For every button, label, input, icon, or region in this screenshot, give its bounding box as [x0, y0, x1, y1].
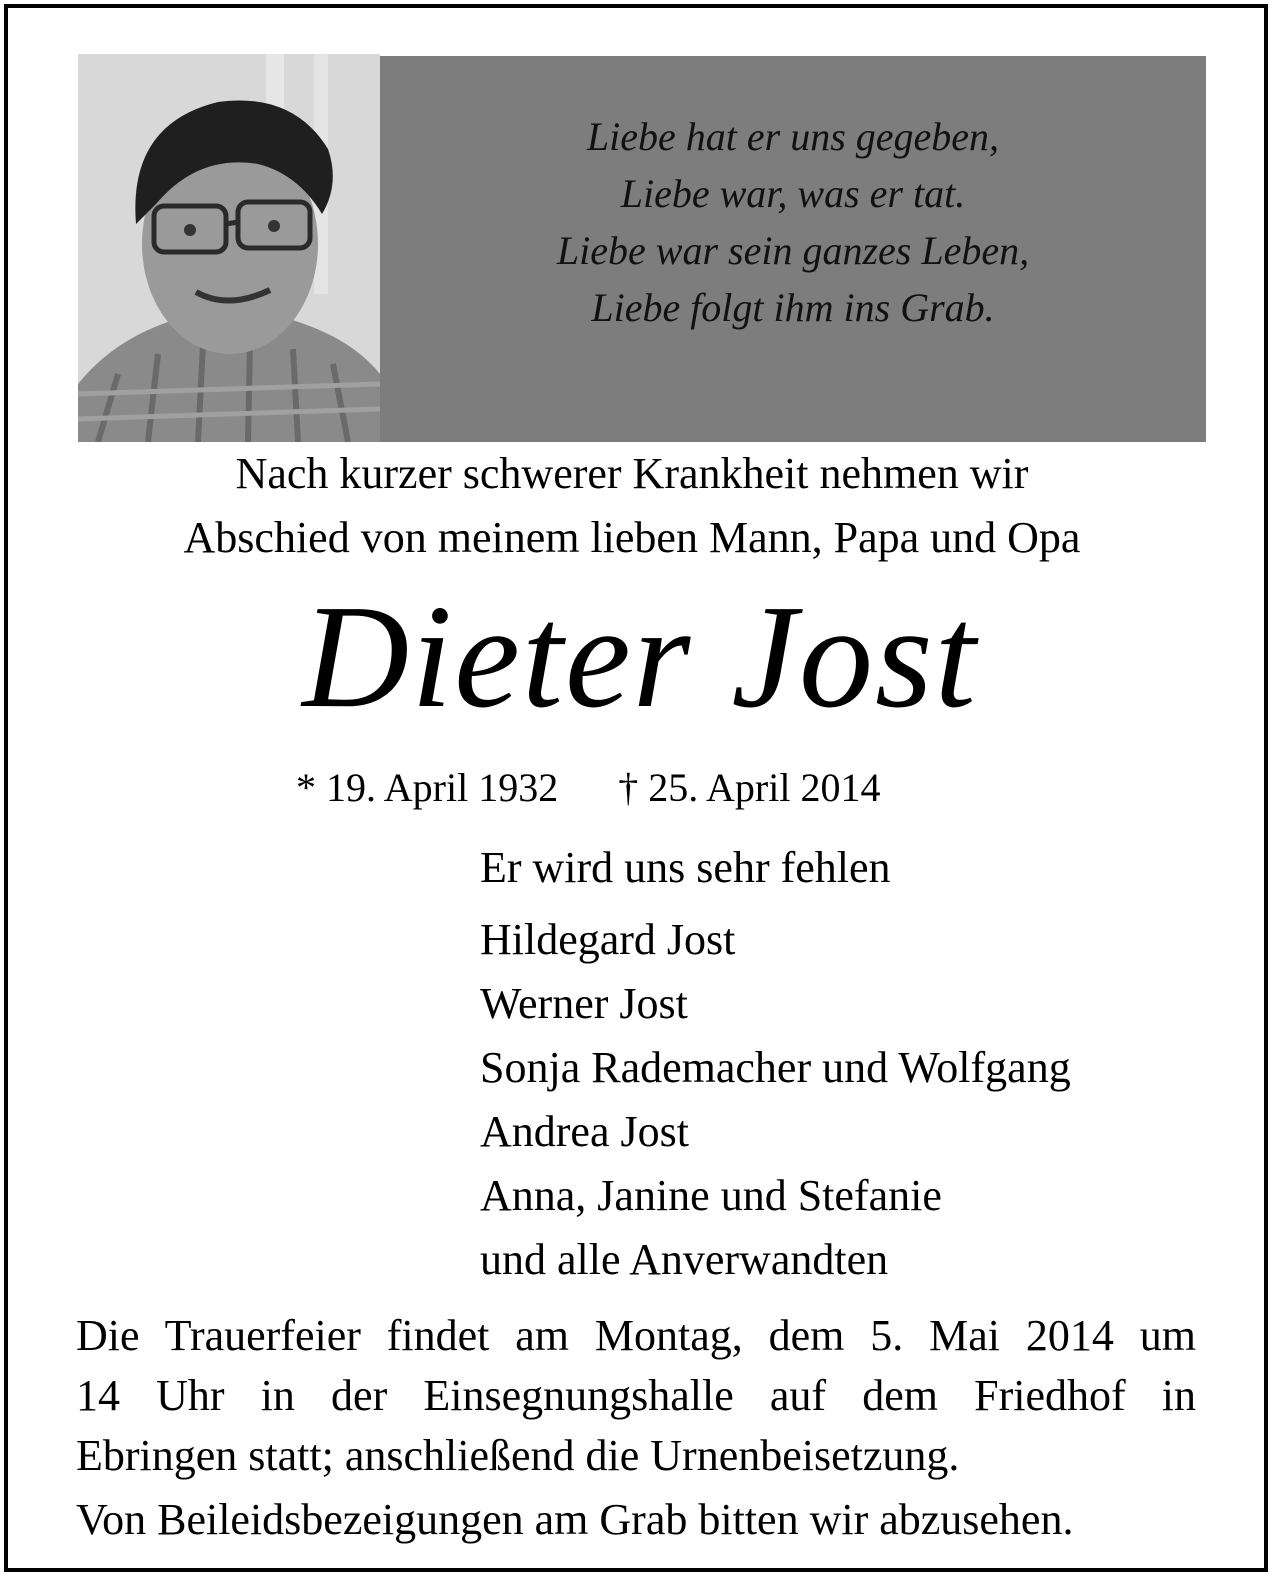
- portrait-photo: [78, 54, 380, 442]
- death-date: † 25. April 2014: [618, 765, 881, 810]
- intro-text: [0, 442, 1264, 570]
- mourner-name: Werner Jost: [480, 979, 688, 1028]
- life-dates: [296, 760, 880, 816]
- verse-line: Liebe war, was er tat.: [620, 171, 966, 216]
- intro-line: Nach kurzer schwerer Krankheit nehmen wir: [235, 449, 1029, 498]
- ceremony-line: Die Trauerfeier findet am Montag, dem 5. Mai 2014 um: [76, 1311, 1196, 1360]
- verse-line: Liebe hat er uns gegeben,: [586, 114, 1000, 159]
- verse-line: Liebe war sein ganzes Leben,: [556, 228, 1030, 273]
- mourner-name: und alle Anverwandten: [480, 1235, 889, 1284]
- ceremony-notice: [76, 1306, 1196, 1486]
- portrait-icon: [78, 54, 380, 442]
- verse-line: Liebe folgt ihm ins Grab.: [591, 285, 995, 330]
- ceremony-line: Ebringen statt; anschließend die Urnenbeisetzung.: [76, 1431, 960, 1480]
- mourner-name: Anna, Janine und Stefanie: [480, 1171, 942, 1220]
- mourners-list: [480, 836, 1071, 1292]
- mourners-lead: Er wird uns sehr fehlen: [480, 843, 891, 892]
- condolence-note: Von Beileidsbezeigungen am Grab bitten wir abzusehen.: [76, 1495, 1074, 1544]
- deceased-name: Dieter Jost: [302, 575, 978, 739]
- ceremony-line: 14 Uhr in der Einsegnungshalle auf dem Friedhof in: [76, 1371, 1196, 1420]
- mourner-name: Andrea Jost: [480, 1107, 689, 1156]
- intro-line: Abschied von meinem lieben Mann, Papa und Opa: [183, 513, 1081, 562]
- mourner-name: Hildegard Jost: [480, 915, 736, 964]
- birth-date: * 19. April 1932: [296, 765, 559, 810]
- mourner-name: Sonja Rademacher und Wolfgang: [480, 1043, 1071, 1092]
- verse: [557, 108, 1029, 336]
- verse-box: [380, 56, 1206, 442]
